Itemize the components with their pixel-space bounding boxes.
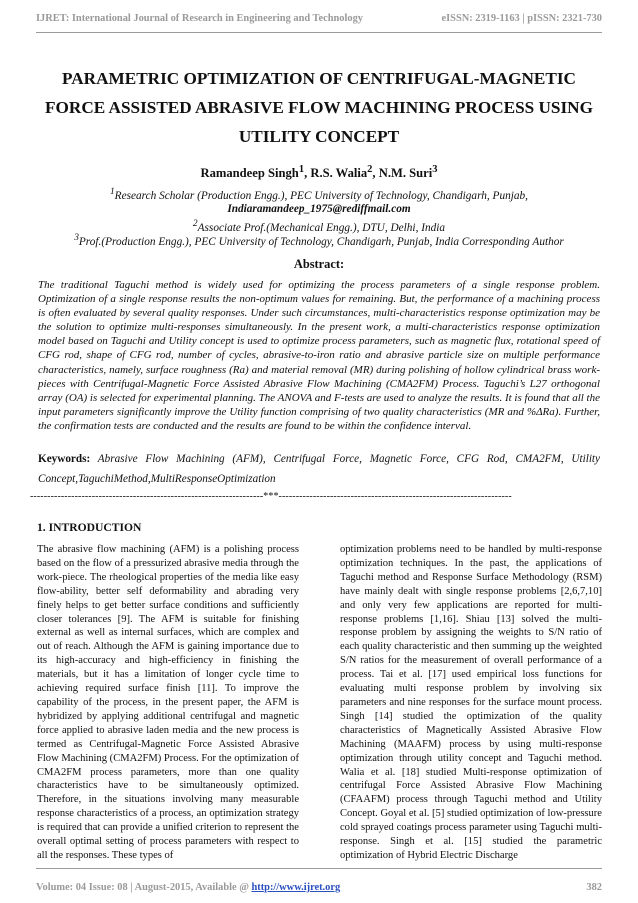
intro-column-left: The abrasive flow machining (AFM) is a polishing process based on the flow of a pressurized abrasive media through the work-piece. The rheological properties of the media like easy flow-ability, better self deformability and abrading very finely helps to get better surface conditions and sufficiently closer tolerances [9]. The AFM is suitable for finishing external as well as internal surfaces, which are complex and out of reach. Although the AFM is gaining importance due to its high-accuracy and high-efficiency in finishing the materials, but it has a limitation of longer cycle time to achieving required surface finish [11]. To improve the capability of the process, in the present paper, the AFM is hybridized by applying additional centrifugal and magnetic force applied to abrasive laden media and the new process is termed as Centrifugal-Magnetic Force Assisted Abrasive Flow Machining (CMA2FM) Process. For the optimization of CMA2FM process parameters, more than one quality characteristics have to be simultaneously optimized. Therefore, in the situations involving many measurable response characteristics of a process, an optimization strategy is required that can provide a unified criterion to represent the overall optimal setting of process parameters with respect to all the responses. These types of	[37, 544, 299, 861]
author-3-sup: 3	[432, 164, 438, 175]
keywords-text: Abrasive Flow Machining (AFM), Centrifugal Force, Magnetic Force, CFG Rod, CMA2FM, Utility Concept,TaguchiMethod,MultiResponseOptimization	[38, 453, 600, 485]
affiliation-1	[20, 187, 618, 202]
author-line	[0, 164, 638, 181]
footer-volume-text: Volume: 04 Issue: 08 | August-2015, Available @	[36, 882, 252, 893]
running-footer	[36, 882, 602, 893]
footer-volume	[36, 882, 340, 893]
section-heading: 1. INTRODUCTION	[37, 521, 142, 534]
affiliation-3-sup: 3	[74, 233, 79, 243]
affiliation-3-text: Prof.(Production Engg.), PEC University of Technology, Chandigarh, Punjab, India Corresponding Author	[78, 235, 564, 248]
footer-rule	[36, 868, 602, 869]
issn-info: eISSN: 2319-1163 | pISSN: 2321-730	[441, 13, 602, 24]
page-number: 382	[586, 882, 602, 893]
journal-link[interactable]: http://www.ijret.org	[251, 882, 341, 893]
affiliation-2-sup: 2	[192, 219, 198, 229]
author-email: Indiaramandeep_1975@rediffmail.com	[227, 203, 411, 215]
author-2: , R.S. Walia	[304, 166, 368, 181]
intro-column-right: optimization problems need to be handled by multi-response optimization techniques. In the past, the applications of Taguchi method and Response Surface Methodology (RSM) have mainly dealt with single response problems [2,6,7,10] and only very few applications are reported for multi-response problems [1,16]. Shiau [13] solved the multi-response problem by assigning the weights to S/N ratio of each quality characteristic and then summing up the weighted S/N ratios for the measurement of overall performance of a process. Tai et al. [17] used empirical loss functions for evaluating multi response problem by involving six parameters and nine responses for the surface mount process. Singh [14] studied the optimization of the quality characteristics of Magnetically Assisted Abrasive Flow Machining (MAAFM) process by using multi-response optimization through utility concept and Taguchi method. Walia et al. [18] studied Multi-response optimization of centrifugal Force Assisted Abrasive Flow Machining (CFAAFM) process through Taguchi method and Utility Concept. Goyal et al. [5] studied optimization of low-pressure cold sprayed coatings process parameter using Taguchi multi-response. Singh et al. [15] studied the parametric optimization of Hybrid Electric Discharge	[340, 544, 602, 861]
keywords-label: Keywords:	[38, 453, 91, 465]
affiliation-2-text: Associate Prof.(Mechanical Engg.), DTU, Delhi, India	[197, 221, 446, 234]
keywords	[38, 449, 600, 489]
affiliation-2	[20, 219, 618, 234]
author-1-sup: 1	[298, 164, 305, 175]
paper-title: PARAMETRIC OPTIMIZATION OF CENTRIFUGAL-MAGNETIC FORCE ASSISTED ABRASIVE FLOW MACHINING PROCESS USING UTILITY CONCEPT	[45, 69, 593, 146]
abstract-heading: Abstract:	[293, 257, 345, 271]
affiliation-1-text: Research Scholar (Production Engg.), PEC University of Technology, Chandigarh, Punjab,	[114, 189, 529, 202]
affiliation-1-sup: 1	[109, 187, 115, 197]
author-3: , N.M. Suri	[372, 166, 433, 181]
header-rule	[36, 32, 602, 33]
journal-name: IJRET: International Journal of Research in Engineering and Technology	[36, 13, 363, 24]
author-2-sup: 2	[367, 164, 373, 175]
abstract-text: The traditional Taguchi method is widely used for optimizing the process parameters of a single response problem. Optimization of a single response results the non-optimum values for remaining. But, the performance of a machining process is often evaluated by several quality responses. Under such circumstances, multi-characteristics response optimization may be the solution to optimize multi-responses simultaneously. In the present work, a multi-characteristics response optimization model based on Taguchi and Utility concept is used to optimize process parameters, such as magnetic flux, rotational speed of CFG rod, shape of CFG rod, number of cycles, abrasive-to-iron ratio and abrasive particle size on multiple performance characteristics, namely, surface roughness (Ra) and material removal (MR) during polishing of hollow cylindrical brass work-pieces with Centrifugal-Magnetic Force Assisted Abrasive Flow Machining (CMA2FM) Process. Taguchi’s L27 orthogonal array (OA) is selected for experimental planning. The ANOVA and F-tests are used to analyze the results. It is found that all the input parameters significantly improve the Utility function comprising of two quality characteristics (MR and %ΔRa). Further, the confirmation tests are conducted and the results are found to be within the confidence interval.	[38, 279, 600, 432]
section-separator: --------------------------------------------------------------------***--------------------------------------------------------------------	[30, 491, 512, 502]
author-1: Ramandeep Singh	[200, 166, 299, 181]
running-header	[36, 13, 602, 24]
affiliation-3	[20, 233, 618, 248]
